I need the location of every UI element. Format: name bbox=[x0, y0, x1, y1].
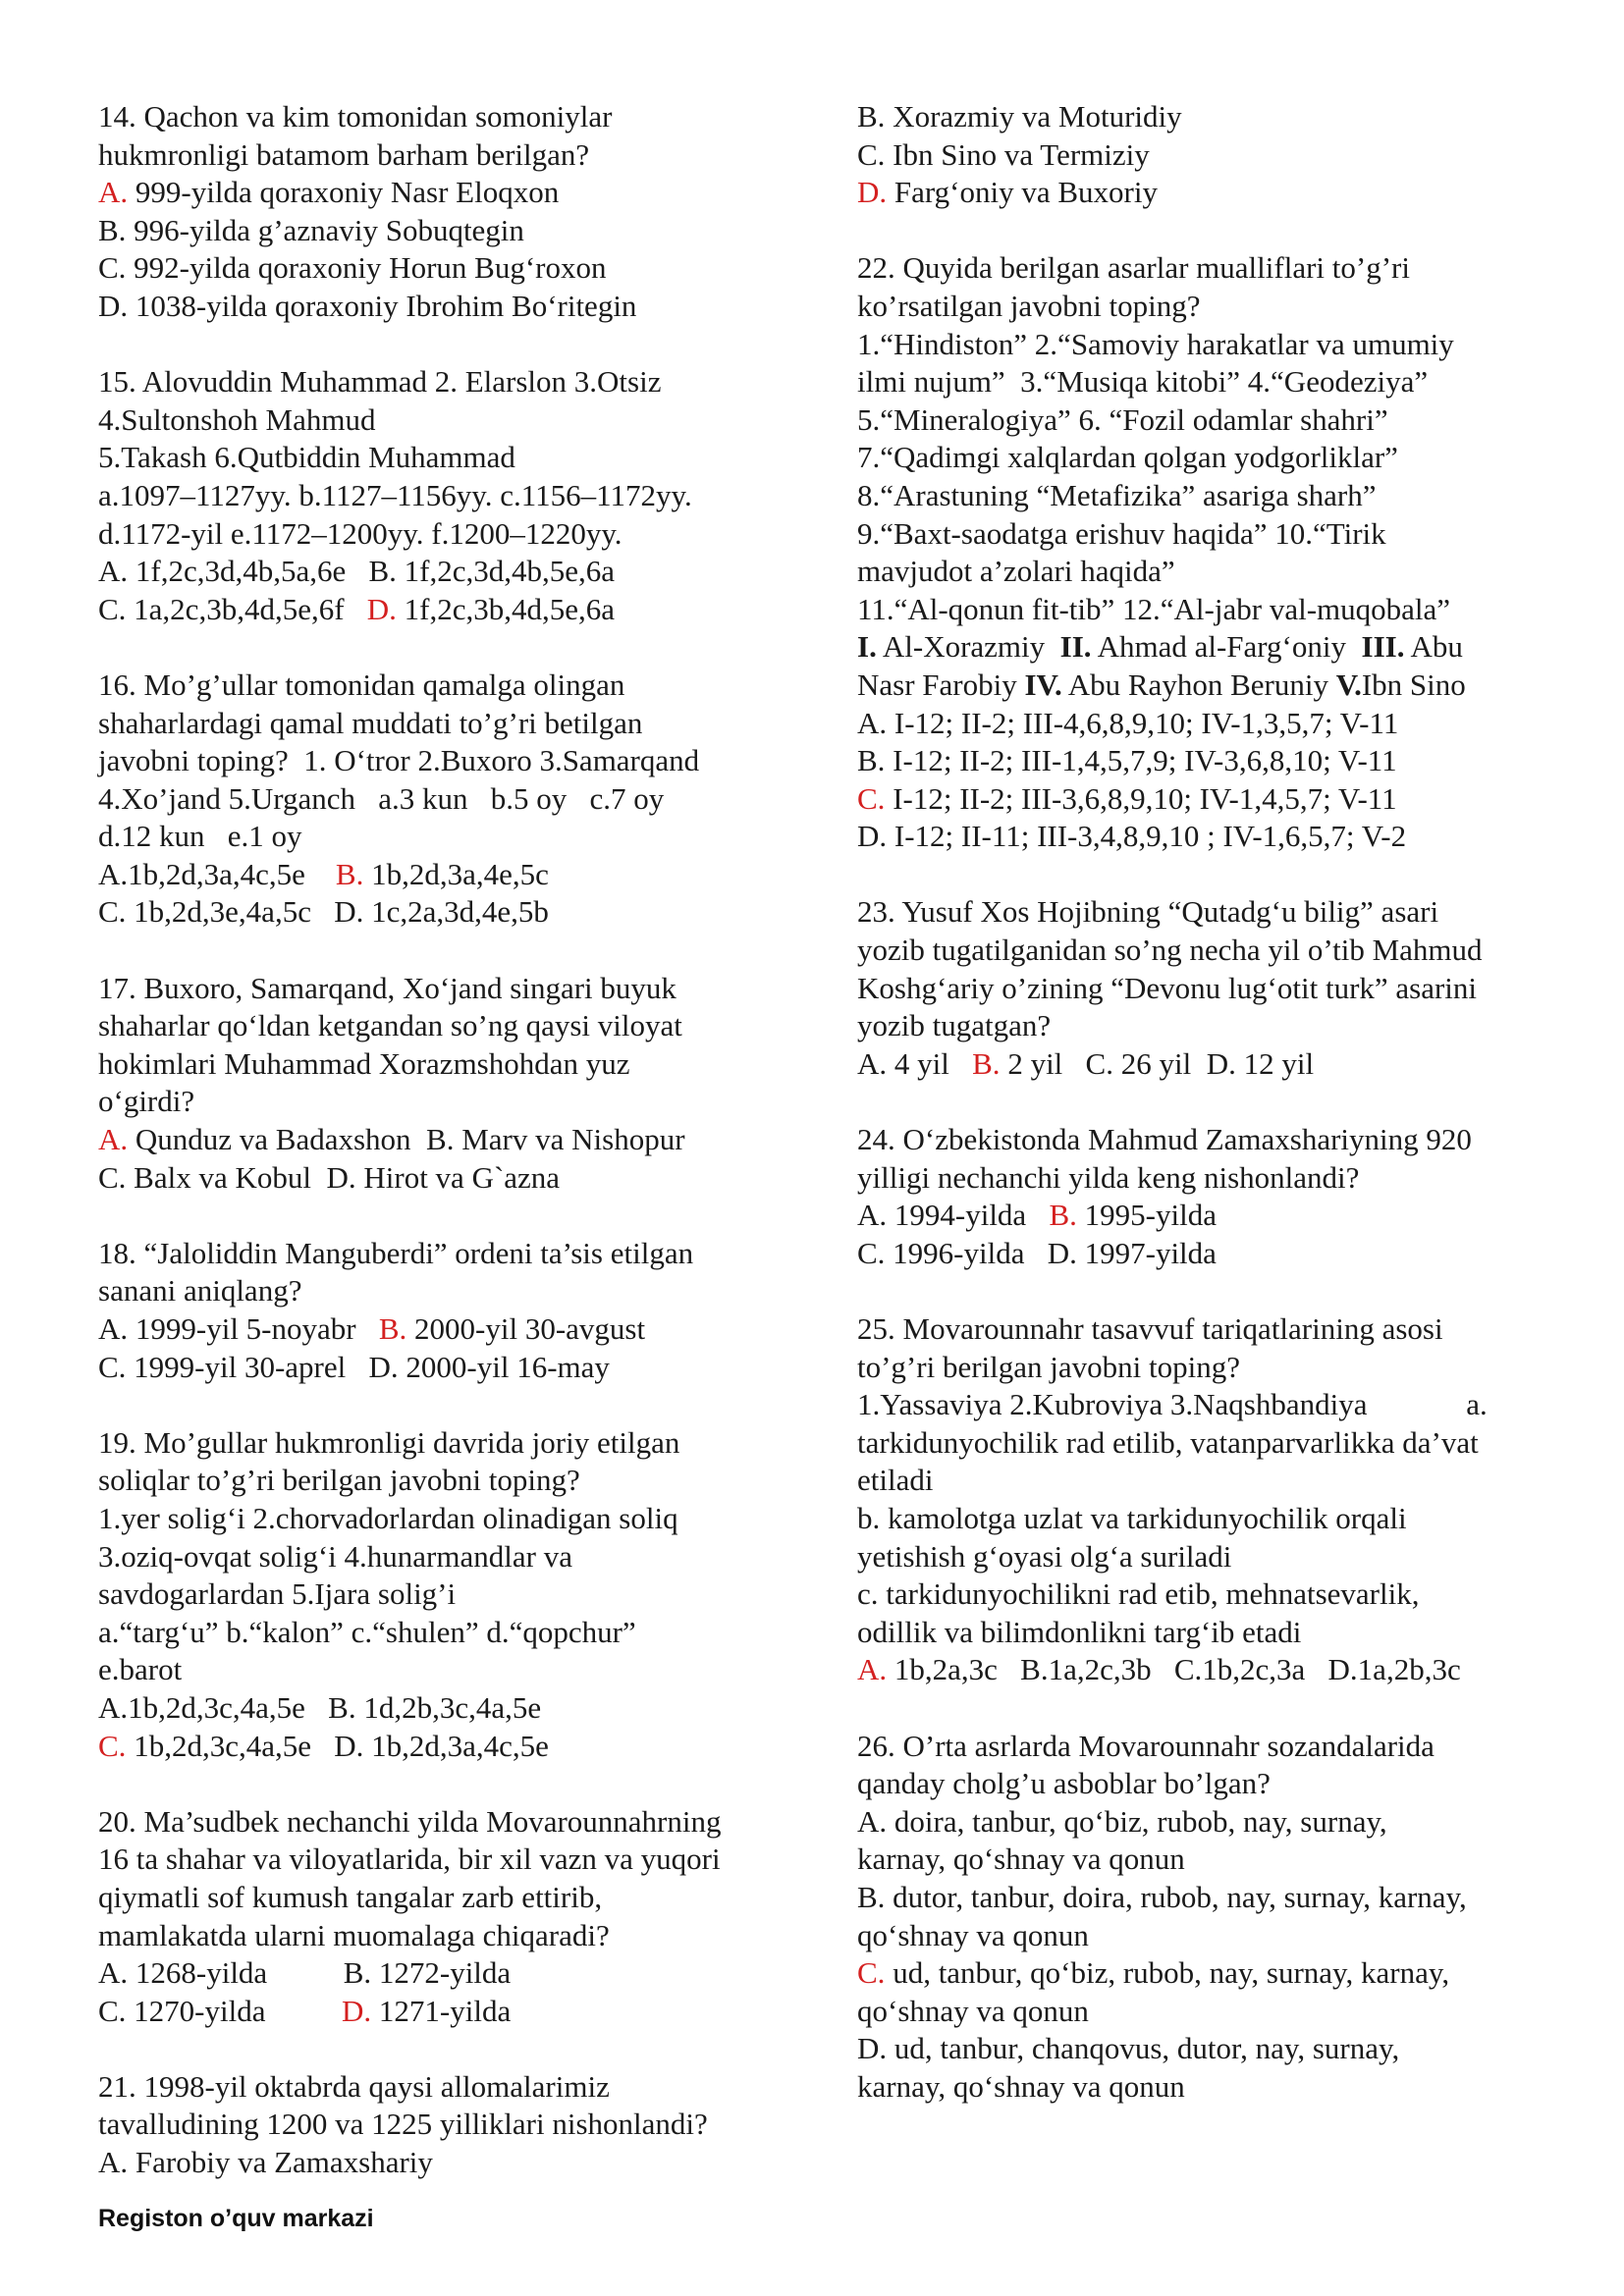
roman-numeral-label: III. bbox=[1361, 629, 1405, 665]
text-line bbox=[98, 1349, 785, 1387]
text-line bbox=[98, 1500, 785, 1538]
text-segment: 1.yer solig‘i 2.chorvadorlardan olinadigan soliq bbox=[98, 1500, 678, 1535]
text-segment: tavalludining 1200 va 1225 yilliklari nishonlandi? bbox=[98, 2107, 708, 2142]
text-segment: ilmi nujum” 3.“Musiqa kitobi” 4.“Geodeziya” bbox=[857, 364, 1429, 400]
correct-answer-marker: A. bbox=[98, 175, 129, 210]
correct-answer-marker: D. bbox=[342, 1993, 372, 2028]
text-line bbox=[857, 628, 1535, 667]
text-line bbox=[98, 1007, 785, 1045]
text-segment: yetishish g‘oyasi olg‘a suriladi bbox=[857, 1538, 1232, 1574]
text-line bbox=[98, 705, 785, 743]
text-segment: C. 1a,2c,3b,4d,5e,6f bbox=[98, 591, 367, 626]
text-segment: savdogarlardan 5.Ijara solig’i bbox=[98, 1576, 457, 1612]
text-segment: Nasr Farobiy bbox=[857, 667, 1025, 702]
text-segment: 7.“Qadimgi xalqlardan qolgan yodgorliklar” bbox=[857, 440, 1398, 475]
text-segment: mavjudot a’zolari haqida” bbox=[857, 554, 1175, 589]
text-segment: 9.“Baxt-saodatga erishuv haqida” 10.“Tirik bbox=[857, 515, 1386, 551]
text-segment: C. 1270-yilda bbox=[98, 1993, 342, 2028]
text-segment: 1.“Hindiston” 2.“Samoviy harakatlar va umumiy bbox=[857, 326, 1454, 361]
text-line bbox=[857, 1614, 1535, 1652]
text-segment: 8.“Arastuning “Metafizika” asariga sharh” bbox=[857, 477, 1377, 512]
text-segment: 3.oziq-ovqat solig‘i 4.hunarmandlar va bbox=[98, 1538, 572, 1574]
correct-answer-marker: D. bbox=[857, 175, 888, 210]
text-segment: 1271-yilda bbox=[371, 1993, 512, 2028]
text-segment: A. 1999-yil 5-noyabr bbox=[98, 1311, 379, 1346]
text-segment: 1b,2a,3c B.1a,2c,3b C.1b,2c,3a D.1a,2b,3c bbox=[887, 1652, 1461, 1687]
text-line bbox=[857, 1575, 1535, 1614]
text-line bbox=[98, 1083, 785, 1121]
text-line bbox=[98, 1045, 785, 1084]
text-segment: odillik va bilimdonlikni targ‘ib etadi bbox=[857, 1614, 1302, 1649]
text-line bbox=[98, 818, 785, 856]
text-segment: I-12; II-2; III-3,6,8,9,10; IV-1,4,5,7; V-11 bbox=[885, 780, 1397, 816]
text-segment: 1b,2d,3a,4e,5c bbox=[363, 856, 549, 891]
text-line bbox=[857, 1500, 1535, 1538]
text-segment: A.1b,2d,3a,4c,5e bbox=[98, 856, 336, 891]
text-segment: 1f,2c,3b,4d,5e,6a bbox=[396, 591, 616, 626]
text-segment: to’g’ri berilgan javobni toping? bbox=[857, 1349, 1240, 1384]
text-segment: hukmronligi batamom barham berilgan? bbox=[98, 136, 590, 172]
text-line bbox=[857, 667, 1535, 705]
text-line bbox=[857, 1765, 1535, 1803]
text-segment: A. I-12; II-2; III-4,6,8,9,10; IV-1,3,5,7; V-11 bbox=[857, 705, 1399, 740]
text-segment: D. ud, tanbur, chanqovus, dutor, nay, surnay, bbox=[857, 2031, 1400, 2066]
text-segment: 11.“Al-qonun fit-tib” 12.“Al-jabr val-muqobala” bbox=[857, 591, 1451, 626]
text-segment: Farg‘oniy va Buxoriy bbox=[887, 175, 1158, 210]
text-line bbox=[857, 705, 1535, 743]
text-segment: Ibn Sino bbox=[1361, 667, 1466, 702]
text-line bbox=[98, 515, 785, 554]
text-line bbox=[98, 477, 785, 515]
text-line bbox=[98, 553, 785, 591]
roman-numeral-label: I. bbox=[857, 629, 877, 665]
text-segment: 1b,2d,3c,4a,5e D. 1b,2d,3a,4c,5e bbox=[126, 1728, 549, 1763]
text-line bbox=[857, 1007, 1535, 1045]
correct-answer-marker: B. bbox=[378, 1311, 407, 1346]
text-segment: qanday cholg’u asboblar bo’lgan? bbox=[857, 1766, 1271, 1801]
text-segment: 999-yilda qoraxoniy Nasr Eloqxon bbox=[128, 175, 560, 210]
text-segment: qiymatli sof kumush tangalar zarb ettirib, bbox=[98, 1879, 603, 1914]
text-line bbox=[857, 1993, 1535, 2031]
text-segment: A.1b,2d,3c,4a,5e B. 1d,2b,3c,4a,5e bbox=[98, 1689, 542, 1725]
text-line bbox=[98, 1993, 785, 2031]
text-line bbox=[857, 515, 1535, 554]
text-segment: C. Balx va Kobul D. Hirot va G`azna bbox=[98, 1159, 561, 1195]
text-line bbox=[98, 893, 785, 932]
text-segment: yozib tugatgan? bbox=[857, 1008, 1052, 1043]
text-segment: A. 1994-yilda bbox=[857, 1198, 1050, 1233]
question-block-q22 bbox=[857, 249, 1535, 856]
correct-answer-marker: C. bbox=[857, 1955, 886, 1991]
text-line bbox=[857, 893, 1535, 932]
text-segment: 16 ta shahar va viloyatlarida, bir xil vazn va yuqori bbox=[98, 1842, 721, 1877]
text-segment: d.12 kun e.1 oy bbox=[98, 819, 302, 854]
text-line bbox=[857, 1349, 1535, 1387]
text-line bbox=[857, 439, 1535, 477]
text-line bbox=[98, 98, 785, 136]
text-line bbox=[857, 1386, 1535, 1424]
text-segment: 25. Movarounnahr tasavvuf tariqatlarining asosi bbox=[857, 1311, 1443, 1346]
text-segment: 21. 1998-yil oktabrda qaysi allomalarimiz bbox=[98, 2068, 610, 2104]
roman-numeral-label: IV. bbox=[1024, 667, 1062, 702]
text-segment: d.1172-yil e.1172–1200yy. f.1200–1220yy. bbox=[98, 515, 623, 551]
text-segment: Ahmad al-Farg‘oniy bbox=[1091, 629, 1362, 665]
text-line bbox=[857, 1121, 1535, 1159]
text-line bbox=[98, 1917, 785, 1955]
text-line bbox=[98, 1954, 785, 1993]
text-line bbox=[98, 1462, 785, 1500]
text-line bbox=[98, 856, 785, 894]
text-line bbox=[857, 1651, 1535, 1689]
text-segment: 5.Takash 6.Qutbiddin Muhammad bbox=[98, 440, 515, 475]
question-block-q17 bbox=[98, 970, 785, 1198]
text-line bbox=[98, 288, 785, 326]
text-segment: 4.Sultonshoh Mahmud bbox=[98, 401, 376, 437]
text-segment: b. kamolotga uzlat va tarkidunyochilik orqali bbox=[857, 1500, 1407, 1535]
text-line bbox=[98, 1841, 785, 1879]
text-segment: A. 4 yil bbox=[857, 1045, 973, 1081]
text-line bbox=[98, 1879, 785, 1917]
text-segment: hokimlari Muhammad Xorazmshohdan yuz bbox=[98, 1045, 630, 1081]
text-line bbox=[98, 2144, 785, 2182]
text-line bbox=[857, 1954, 1535, 1993]
text-segment: 15. Alovuddin Muhammad 2. Elarslon 3.Otsiz bbox=[98, 364, 662, 400]
question-block-q19 bbox=[98, 1424, 785, 1765]
text-segment: Al-Xorazmiy bbox=[876, 629, 1060, 665]
text-line bbox=[857, 2068, 1535, 2107]
text-line bbox=[98, 2106, 785, 2144]
text-line bbox=[98, 1651, 785, 1689]
text-segment: mamlakatda ularni muomalaga chiqaradi? bbox=[98, 1917, 610, 1952]
text-line bbox=[98, 136, 785, 175]
text-segment: Abu bbox=[1404, 629, 1463, 665]
text-segment: qo‘shnay va qonun bbox=[857, 1993, 1089, 2028]
text-segment: A. Farobiy va Zamaxshariy bbox=[98, 2145, 433, 2180]
text-line bbox=[98, 667, 785, 705]
text-line bbox=[857, 1310, 1535, 1349]
text-segment: o‘girdi? bbox=[98, 1084, 195, 1119]
text-line bbox=[98, 1272, 785, 1310]
text-line bbox=[98, 401, 785, 440]
text-segment: ud, tanbur, qo‘biz, rubob, nay, surnay, karnay, bbox=[885, 1955, 1450, 1991]
text-segment: 5.“Mineralogiya” 6. “Fozil odamlar shahri” bbox=[857, 401, 1388, 437]
text-line bbox=[98, 249, 785, 288]
text-segment: yilligi nechanchi yilda keng nishonlandi? bbox=[857, 1159, 1360, 1195]
text-segment: javobni toping? 1. O‘tror 2.Buxoro 3.Samarqand bbox=[98, 743, 700, 778]
question-block-q24 bbox=[857, 1121, 1535, 1272]
correct-answer-marker: B. bbox=[1049, 1198, 1077, 1233]
question-block-q25 bbox=[857, 1310, 1535, 1689]
correct-answer-marker: A. bbox=[857, 1652, 888, 1687]
text-line bbox=[857, 2030, 1535, 2068]
text-segment: 1.Yassaviya 2.Kubroviya 3.Naqshbandiya a. bbox=[857, 1387, 1488, 1422]
text-line bbox=[98, 1159, 785, 1198]
question-block-q16 bbox=[98, 667, 785, 932]
text-line bbox=[98, 1235, 785, 1273]
text-segment: 26. O’rta asrlarda Movarounnahr sozandalarida bbox=[857, 1728, 1435, 1763]
text-line bbox=[857, 477, 1535, 515]
question-block-q15 bbox=[98, 363, 785, 628]
footer-label: Registon o’quv markazi bbox=[98, 2205, 374, 2232]
text-segment: C. Ibn Sino va Termiziy bbox=[857, 136, 1150, 172]
text-line bbox=[857, 1424, 1535, 1463]
text-line bbox=[857, 326, 1535, 364]
text-line bbox=[98, 970, 785, 1008]
text-segment: B. I-12; II-2; III-1,4,5,7,9; IV-3,6,8,10; V-11 bbox=[857, 743, 1397, 778]
text-segment: a.“targ‘u” b.“kalon” c.“shulen” d.“qopchur” bbox=[98, 1614, 636, 1649]
text-line bbox=[98, 1310, 785, 1349]
text-segment: 22. Quyida berilgan asarlar mualliflari to’g’ri bbox=[857, 250, 1410, 286]
text-line bbox=[98, 742, 785, 780]
text-segment: A. 1f,2c,3d,4b,5a,6e B. 1f,2c,3d,4b,5e,6a bbox=[98, 554, 616, 589]
text-segment: sanani aniqlang? bbox=[98, 1273, 302, 1308]
text-segment: D. I-12; II-11; III-3,4,8,9,10 ; IV-1,6,5,7; V-2 bbox=[857, 819, 1407, 854]
text-line bbox=[857, 1462, 1535, 1500]
text-segment: soliqlar to’g’ri berilgan javobni toping? bbox=[98, 1463, 580, 1498]
text-line bbox=[857, 401, 1535, 440]
text-segment: 17. Buxoro, Samarqand, Xo‘jand singari buyuk bbox=[98, 970, 677, 1005]
text-segment: 16. Mo’g’ullar tomonidan qamalga olingan bbox=[98, 667, 625, 702]
text-segment: 19. Mo’gullar hukmronligi davrida joriy etilgan bbox=[98, 1424, 680, 1460]
text-segment: 2 yil C. 26 yil D. 12 yil bbox=[1000, 1045, 1315, 1081]
text-segment: C. 992-yilda qoraxoniy Horun Bug‘roxon bbox=[98, 250, 607, 286]
correct-answer-marker: A. bbox=[98, 1122, 129, 1157]
text-segment: D. 1038-yilda qoraxoniy Ibrohim Bo‘ritegin bbox=[98, 288, 637, 323]
text-line bbox=[98, 1728, 785, 1766]
correct-answer-marker: B. bbox=[335, 856, 364, 891]
text-line bbox=[857, 1538, 1535, 1576]
right-column bbox=[857, 98, 1535, 2144]
text-line bbox=[857, 1803, 1535, 1842]
text-line bbox=[857, 288, 1535, 326]
text-line bbox=[857, 1841, 1535, 1879]
text-segment: shaharlardagi qamal muddati to’g’ri betilgan bbox=[98, 705, 643, 740]
text-segment: ko’rsatilgan javobni toping? bbox=[857, 288, 1201, 323]
text-line bbox=[98, 1803, 785, 1842]
text-line bbox=[98, 780, 785, 819]
text-segment: C. 1996-yilda D. 1997-yilda bbox=[857, 1235, 1217, 1270]
text-line bbox=[857, 1728, 1535, 1766]
question-block-q21-cont bbox=[857, 98, 1535, 212]
text-line bbox=[857, 174, 1535, 212]
roman-numeral-label: II. bbox=[1059, 629, 1092, 665]
text-segment: 20. Ma’sudbek nechanchi yilda Movarounnahrning bbox=[98, 1803, 722, 1839]
text-line bbox=[857, 98, 1535, 136]
text-line bbox=[857, 249, 1535, 288]
text-line bbox=[857, 1197, 1535, 1235]
question-block-q18 bbox=[98, 1235, 785, 1386]
text-segment: B. Xorazmiy va Moturidiy bbox=[857, 99, 1182, 133]
text-segment: Koshg‘ariy o’zining “Devonu lug‘otit turk” asarini bbox=[857, 970, 1478, 1005]
text-segment: 4.Xo’jand 5.Urganch a.3 kun b.5 oy c.7 oy bbox=[98, 780, 665, 816]
correct-answer-marker: D. bbox=[366, 591, 397, 626]
question-block-q21 bbox=[98, 2068, 785, 2182]
text-line bbox=[857, 970, 1535, 1008]
text-segment: karnay, qo‘shnay va qonun bbox=[857, 1842, 1185, 1877]
text-line bbox=[857, 1045, 1535, 1084]
text-line bbox=[98, 1538, 785, 1576]
text-line bbox=[98, 439, 785, 477]
text-segment: a.1097–1127yy. b.1127–1156yy. c.1156–1172yy. bbox=[98, 477, 692, 512]
text-line bbox=[857, 1917, 1535, 1955]
text-line bbox=[98, 591, 785, 629]
text-segment: B. dutor, tanbur, doira, rubob, nay, surnay, karnay, bbox=[857, 1879, 1467, 1914]
text-segment: A. 1268-yilda B. 1272-yilda bbox=[98, 1955, 512, 1991]
text-line bbox=[98, 174, 785, 212]
text-line bbox=[98, 1575, 785, 1614]
text-line bbox=[98, 1121, 785, 1159]
text-segment: Abu Rayhon Beruniy bbox=[1061, 667, 1336, 702]
question-block-q14 bbox=[98, 98, 785, 326]
text-segment: 14. Qachon va kim tomonidan somoniylar bbox=[98, 99, 613, 133]
correct-answer-marker: C. bbox=[98, 1728, 127, 1763]
text-segment: 23. Yusuf Xos Hojibning “Qutadg‘u bilig” asari bbox=[857, 894, 1439, 930]
text-segment: B. 996-yilda g’aznaviy Sobuqtegin bbox=[98, 212, 524, 247]
text-segment: Qunduz va Badaxshon B. Marv va Nishopur bbox=[128, 1122, 685, 1157]
text-segment: C. 1b,2d,3e,4a,5c D. 1c,2a,3d,4e,5b bbox=[98, 894, 549, 930]
text-line bbox=[857, 742, 1535, 780]
text-segment: 2000-yil 30-avgust bbox=[406, 1311, 646, 1346]
text-segment: c. tarkidunyochilikni rad etib, mehnatsevarlik, bbox=[857, 1576, 1420, 1612]
text-segment: shaharlar qo‘ldan ketgandan so’ng qaysi viloyat bbox=[98, 1008, 682, 1043]
text-segment: 18. “Jaloliddin Manguberdi” ordeni ta’sis etilgan bbox=[98, 1235, 694, 1270]
text-segment: 1995-yilda bbox=[1076, 1198, 1217, 1233]
text-line bbox=[857, 136, 1535, 175]
text-segment: qo‘shnay va qonun bbox=[857, 1917, 1089, 1952]
text-segment: C. 1999-yil 30-aprel D. 2000-yil 16-may bbox=[98, 1349, 610, 1384]
text-line bbox=[98, 1424, 785, 1463]
question-block-q23 bbox=[857, 893, 1535, 1083]
text-line bbox=[857, 1235, 1535, 1273]
text-line bbox=[857, 818, 1535, 856]
text-line bbox=[98, 212, 785, 250]
text-line bbox=[98, 363, 785, 401]
text-line bbox=[857, 932, 1535, 970]
text-line bbox=[98, 1614, 785, 1652]
question-block-q26 bbox=[857, 1728, 1535, 2107]
text-segment: e.barot bbox=[98, 1652, 183, 1687]
text-line bbox=[857, 780, 1535, 819]
text-line bbox=[857, 591, 1535, 629]
left-column bbox=[98, 98, 785, 2219]
text-segment: A. doira, tanbur, qo‘biz, rubob, nay, surnay, bbox=[857, 1803, 1387, 1839]
roman-numeral-label: V. bbox=[1335, 667, 1362, 702]
correct-answer-marker: B. bbox=[972, 1045, 1001, 1081]
text-segment: etiladi bbox=[857, 1463, 934, 1498]
text-line bbox=[98, 1689, 785, 1728]
text-line bbox=[857, 1159, 1535, 1198]
text-line bbox=[857, 363, 1535, 401]
text-segment: yozib tugatilganidan so’ng necha yil o’tib Mahmud bbox=[857, 933, 1483, 968]
text-segment: tarkidunyochilik rad etilib, vatanparvarlikka da’vat bbox=[857, 1424, 1479, 1460]
text-line bbox=[98, 2068, 785, 2107]
text-line bbox=[857, 553, 1535, 591]
text-line bbox=[857, 1879, 1535, 1917]
text-segment: karnay, qo‘shnay va qonun bbox=[857, 2068, 1185, 2104]
correct-answer-marker: C. bbox=[857, 780, 886, 816]
text-segment: 24. O‘zbekistonda Mahmud Zamaxshariyning 920 bbox=[857, 1122, 1472, 1157]
question-block-q20 bbox=[98, 1803, 785, 2031]
